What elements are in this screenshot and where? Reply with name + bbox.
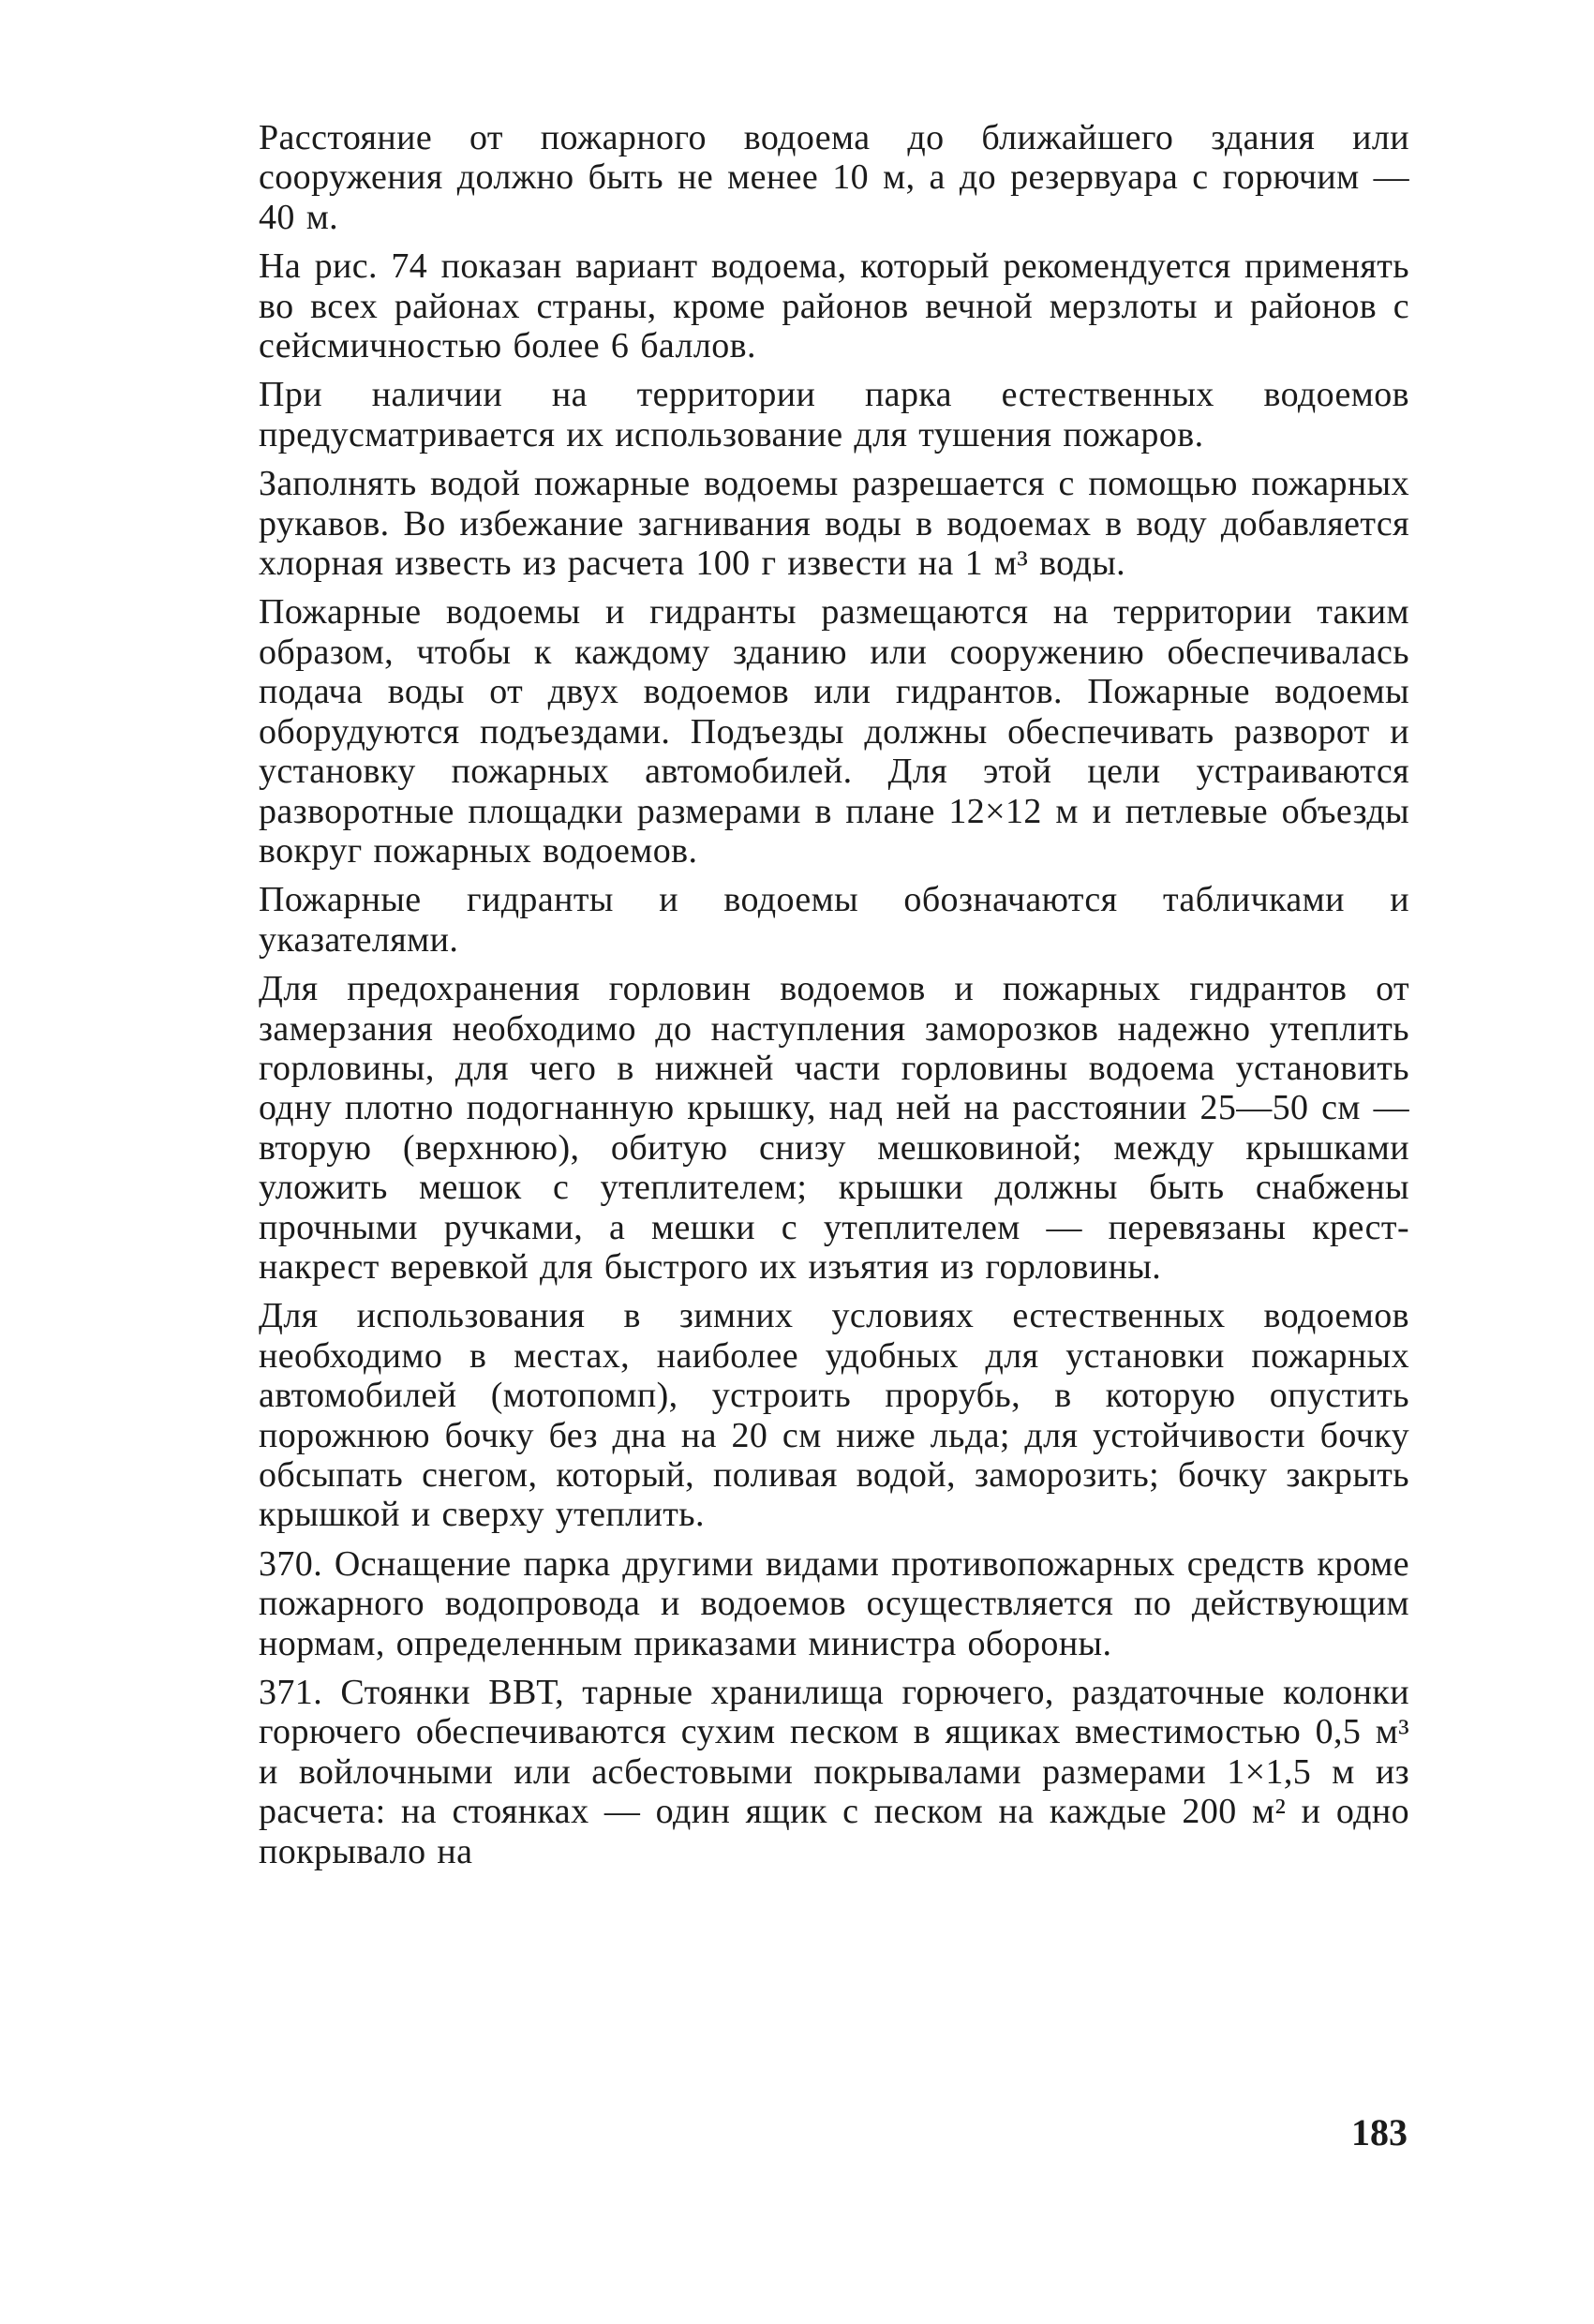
paragraph-hydrant-placement: Пожарные водоемы и гидранты размещаются на территории таким образом, чтобы к каждому зданию или сооружению обеспечивалась подача воды от двух водоемов или гидрантов. Пожарные водоемы оборудуются подъездами. Подъезды должны обеспечивать разворот и установку пожарных автомобилей. Для этой цели устраиваются разворотные площадки размерами в плане 12×12 м и петлевые объезды вокруг пожарных водоемов. (259, 592, 1409, 871)
paragraph-item-371: 371. Стоянки ВВТ, тарные хранилища горючего, раздаточные колонки горючего обеспечиваются сухим песком в ящиках вместимостью 0,5 м³ и войлочными или асбестовыми покрывалами размерами 1×1,5 м из расчета: на стоянках — один ящик с песком на каждые 200 м² и одно покрывало на (259, 1673, 1409, 1871)
body-text (259, 118, 1409, 1871)
page-number: 183 (1351, 2111, 1408, 2153)
paragraph-distance: Расстояние от пожарного водоема до ближайшего здания или сооружения должно быть не менее 10 м, а до резервуара с горючим — 40 м. (259, 118, 1409, 237)
paragraph-winter-use: Для использования в зимних условиях естественных водоемов необходимо в местах, наиболее удобных для установки пожарных автомобилей (мотопомп), устроить прорубь, в которую опустить порожнюю бочку без дна на 20 см ниже льда; для устойчивости бочку обсыпать снегом, который, поливая водой, заморозить; бочку закрыть крышкой и сверху утеплить. (259, 1296, 1409, 1535)
paragraph-filling-water: Заполнять водой пожарные водоемы разрешается с помощью пожарных рукавов. Во избежание загнивания воды в водоемах в воду добавляется хлорная известь из расчета 100 г извести на 1 м³ воды. (259, 464, 1409, 584)
paragraph-figure-74: На рис. 74 показан вариант водоема, который рекомендуется применять во всех районах страны, кроме районов вечной мерзлоты и районов с сейсмичностью более 6 баллов. (259, 246, 1409, 366)
paragraph-signage: Пожарные гидранты и водоемы обозначаются табличками и указателями. (259, 880, 1409, 960)
paragraph-natural-reservoirs: При наличии на территории парка естественных водоемов предусматривается их использование для тушения пожаров. (259, 375, 1409, 454)
paragraph-item-370: 370. Оснащение парка другими видами противопожарных средств кроме пожарного водопровода и водоемов осуществляется по действующим нормам, определенным приказами министра обороны. (259, 1543, 1409, 1663)
paragraph-freeze-protection: Для предохранения горловин водоемов и пожарных гидрантов от замерзания необходимо до наступления заморозков надежно утеплить горловины, для чего в нижней части горловины водоема установить одну плотно подогнанную крышку, над ней на расстоянии 25—50 см — вторую (верхнюю), обитую снизу мешковиной; между крышками уложить мешок с утеплителем; крышки должны быть снабжены прочными ручками, а мешки с утеплителем — перевязаны крест-накрест веревкой для быстрого их изъятия из горловины. (259, 969, 1409, 1287)
